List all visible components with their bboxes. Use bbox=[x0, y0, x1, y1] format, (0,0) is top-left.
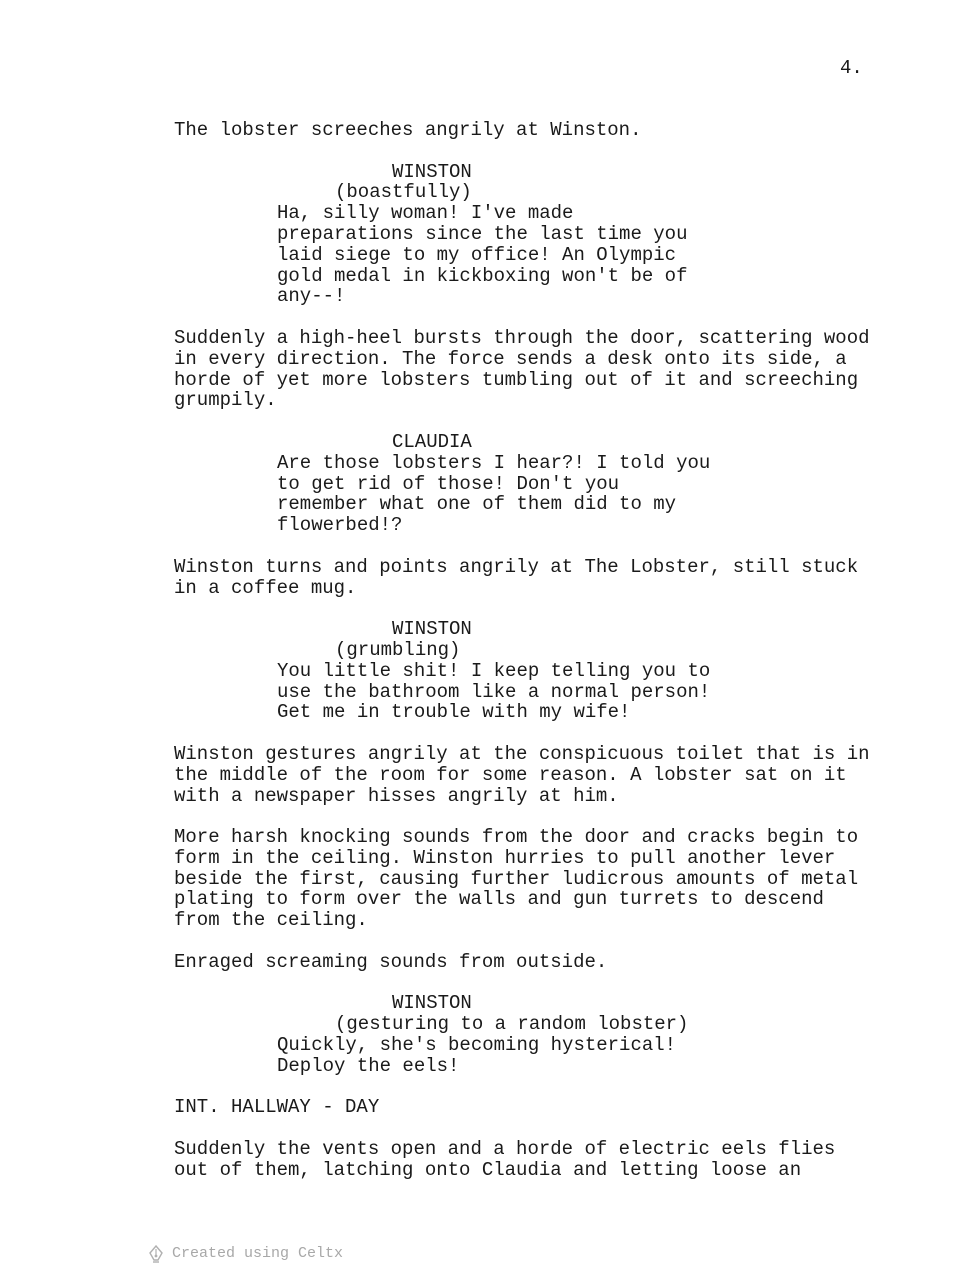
scene-heading-line: INT. HALLWAY - DAY bbox=[174, 1096, 380, 1119]
blank-line bbox=[174, 598, 894, 619]
action-line: horde of yet more lobsters tumbling out of it and screeching bbox=[174, 368, 859, 391]
action-line: grumpily. bbox=[174, 389, 277, 412]
blank-line bbox=[174, 1077, 894, 1098]
dialogue-line: any--! bbox=[277, 285, 346, 308]
character-block bbox=[392, 162, 894, 183]
action-line: Enraged screaming sounds from outside. bbox=[174, 950, 608, 973]
page-number: 4. bbox=[840, 57, 863, 79]
dialogue-line: Get me in trouble with my wife! bbox=[277, 701, 631, 724]
blank-line bbox=[174, 806, 894, 827]
action-block bbox=[174, 120, 894, 141]
action-line: in a coffee mug. bbox=[174, 576, 357, 599]
screenplay-body bbox=[174, 120, 894, 1181]
dialogue-line: You little shit! I keep telling you to bbox=[277, 659, 711, 682]
dialogue-line: preparations since the last time you bbox=[277, 222, 688, 245]
character-line: WINSTON bbox=[392, 160, 472, 183]
dialogue-line: Quickly, she's becoming hysterical! bbox=[277, 1034, 677, 1057]
dialogue-line: Ha, silly woman! I've made bbox=[277, 202, 574, 225]
character-block bbox=[392, 432, 894, 453]
action-line: from the ceiling. bbox=[174, 909, 368, 932]
character-block bbox=[392, 993, 894, 1014]
dialogue-block bbox=[277, 453, 894, 536]
action-line: in every direction. The force sends a desk onto its side, a bbox=[174, 347, 847, 370]
blank-line bbox=[174, 973, 894, 994]
parenthetical-line: (gesturing to a random lobster) bbox=[335, 1013, 689, 1036]
blank-line bbox=[174, 411, 894, 432]
action-line: with a newspaper hisses angrily at him. bbox=[174, 784, 619, 807]
action-block bbox=[174, 827, 894, 931]
parenthetical-block bbox=[335, 182, 894, 203]
action-line: beside the first, causing further ludicrous amounts of metal bbox=[174, 867, 859, 890]
character-line: WINSTON bbox=[392, 618, 472, 641]
parenthetical-line: (boastfully) bbox=[335, 181, 472, 204]
action-line: Suddenly the vents open and a horde of electric eels flies bbox=[174, 1138, 836, 1161]
blank-line bbox=[174, 1118, 894, 1139]
action-block bbox=[174, 744, 894, 806]
dialogue-line: laid siege to my office! An Olympic bbox=[277, 243, 677, 266]
character-line: CLAUDIA bbox=[392, 430, 472, 453]
action-line: Winston gestures angrily at the conspicuous toilet that is in bbox=[174, 742, 870, 765]
celtx-footer bbox=[148, 1244, 343, 1264]
dialogue-line: Deploy the eels! bbox=[277, 1054, 460, 1077]
blank-line bbox=[174, 536, 894, 557]
scene-heading-block bbox=[174, 1097, 894, 1118]
character-line: WINSTON bbox=[392, 992, 472, 1015]
blank-line bbox=[174, 307, 894, 328]
dialogue-line: flowerbed!? bbox=[277, 514, 403, 537]
dialogue-line: use the bathroom like a normal person! bbox=[277, 680, 711, 703]
parenthetical-block bbox=[335, 1014, 894, 1035]
blank-line bbox=[174, 141, 894, 162]
action-line: out of them, latching onto Claudia and letting loose an bbox=[174, 1158, 802, 1181]
action-line: the middle of the room for some reason. A lobster sat on it bbox=[174, 763, 847, 786]
action-block bbox=[174, 1139, 894, 1181]
dialogue-line: Are those lobsters I hear?! I told you bbox=[277, 451, 711, 474]
dialogue-line: remember what one of them did to my bbox=[277, 493, 677, 516]
action-block bbox=[174, 557, 894, 599]
footer-text: Created using Celtx bbox=[172, 1245, 344, 1262]
dialogue-line: gold medal in kickboxing won't be of bbox=[277, 264, 688, 287]
action-line: The lobster screeches angrily at Winston. bbox=[174, 119, 642, 141]
action-line: Suddenly a high-heel bursts through the door, scattering wood bbox=[174, 326, 870, 349]
dialogue-block bbox=[277, 203, 894, 307]
parenthetical-block bbox=[335, 640, 894, 661]
dialogue-block bbox=[277, 661, 894, 723]
character-block bbox=[392, 619, 894, 640]
action-block bbox=[174, 952, 894, 973]
action-line: plating to form over the walls and gun turrets to descend bbox=[174, 888, 824, 911]
blank-line bbox=[174, 723, 894, 744]
action-block bbox=[174, 328, 894, 411]
parenthetical-line: (grumbling) bbox=[335, 638, 461, 661]
dialogue-line: to get rid of those! Don't you bbox=[277, 472, 620, 495]
celtx-pen-icon bbox=[148, 1245, 164, 1263]
action-line: Winston turns and points angrily at The Lobster, still stuck bbox=[174, 555, 859, 578]
action-line: More harsh knocking sounds from the door and cracks begin to bbox=[174, 826, 859, 849]
dialogue-block bbox=[277, 1035, 894, 1077]
action-line: form in the ceiling. Winston hurries to pull another lever bbox=[174, 846, 836, 869]
blank-line bbox=[174, 931, 894, 952]
